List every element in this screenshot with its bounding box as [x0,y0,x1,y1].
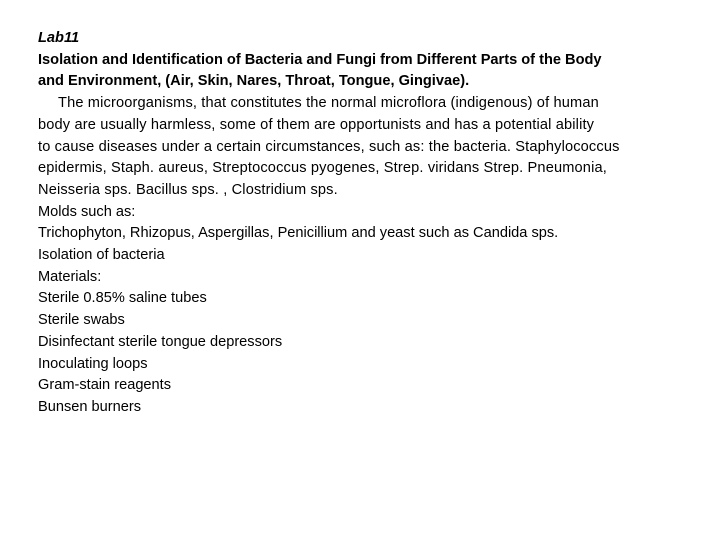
molds-label: Molds such as: [38,203,136,220]
document-heading-line-1: Isolation and Identification of Bacteria and Fungi from Different Parts of the Body [38,51,602,68]
intro-paragraph-line-3: to cause diseases under a certain circumstances, such as: the bacteria. Staphylococcus [38,138,620,155]
lab-title: Lab11 [38,30,80,46]
material-item: Inoculating loops [38,355,148,372]
material-item: Bunsen burners [38,398,142,415]
materials-label: Materials: [38,268,102,285]
document-heading-line-2: and Environment, (Air, Skin, Nares, Throat, Tongue, Gingivae). [38,73,470,90]
material-item: Gram-stain reagents [38,377,172,394]
intro-paragraph-line-5: Neisseria sps. Bacillus sps. , Clostridium sps. [38,181,338,198]
document-body [38,28,688,419]
intro-paragraph-line-2: body are usually harmless, some of them are opportunists and has a potential ability [38,116,595,133]
material-item: Sterile swabs [38,312,125,329]
molds-list: Trichophyton, Rhizopus, Aspergillas, Penicillium and yeast such as Candida sps. [38,225,559,242]
isolation-label: Isolation of bacteria [38,247,165,264]
intro-paragraph-line-1: The microorganisms, that constitutes the normal microflora (indigenous) of human [58,95,599,112]
material-item: Sterile 0.85% saline tubes [38,290,207,307]
intro-paragraph-line-4: epidermis, Staph. aureus, Streptococcus pyogenes, Strep. viridans Strep. Pneumonia, [38,160,607,177]
material-item: Disinfectant sterile tongue depressors [38,333,283,350]
